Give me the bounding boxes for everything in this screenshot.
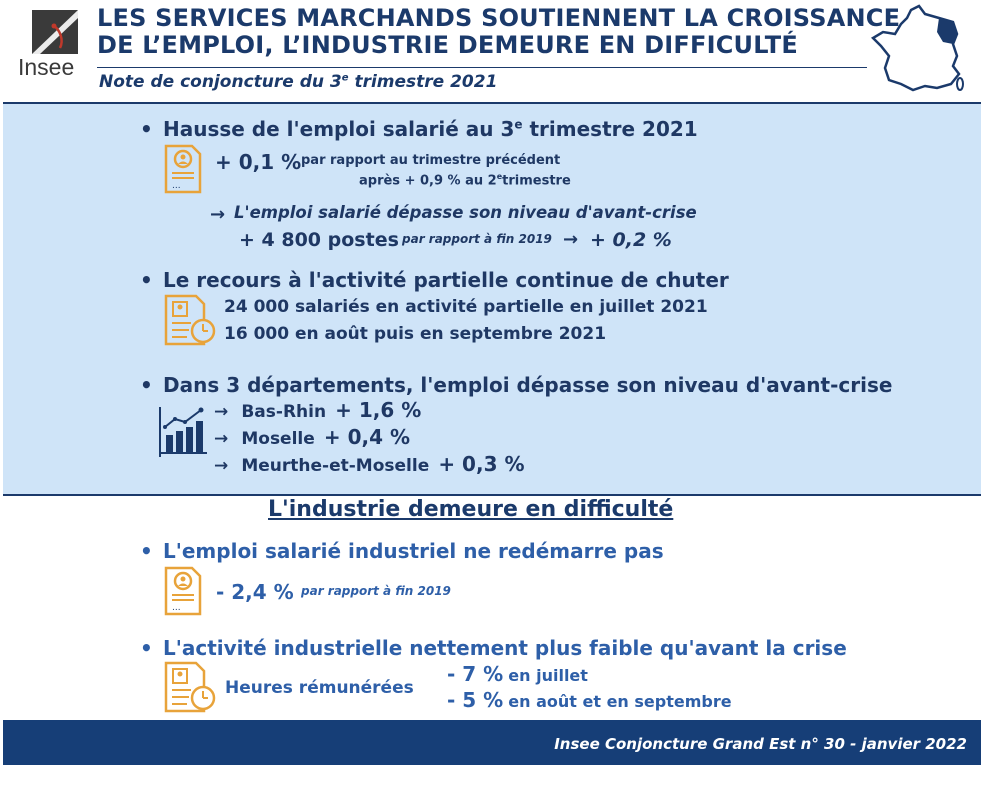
bullet-partial-activity: Le recours à l'activité partielle continue de chuter [163,268,729,292]
department-name: Bas-Rhin [241,402,327,422]
posts-note: par rapport à fin 2019 [402,232,552,246]
department-row [214,398,421,422]
title-line-2: DE L’EMPLOI, L’INDUSTRIE DEMEURE EN DIFFICULTÉ [97,31,798,59]
partial-activity-aug-sep: 16 000 en août puis en septembre 2021 [224,324,607,344]
growth-chart-icon [157,405,209,459]
department-name: Moselle [241,429,315,449]
bullet-dot: • [140,268,153,292]
arrow-icon: → [563,229,579,250]
posts-percent: + 0,2 % [590,229,672,251]
pre-crisis-text: L'emploi salarié dépasse son niveau d'avant-crise [234,203,697,222]
logo-text: Insee [18,54,75,80]
paid-hours-july: - 7 % en juillet [447,662,588,686]
department-row [214,425,410,449]
employee-file-icon [163,565,203,617]
bullet-dot: • [140,373,153,397]
subtitle: Note de conjoncture du 3e trimestre 2021 [99,72,498,92]
title-underline [97,67,867,68]
posts-count: + 4 800 postes [239,229,399,251]
paid-hours-label: Heures rémunérées [225,678,414,698]
svg-text:...: ... [172,181,181,191]
bullet-departments: Dans 3 départements, l'emploi dépasse son niveau d'avant-crise [163,373,893,397]
partial-activity-july: 24 000 salariés en activité partielle en juillet 2021 [224,297,708,317]
industry-heading: L'industrie demeure en difficulté [268,497,674,522]
employment-quarter-note: par rapport au trimestre précédent [301,153,561,168]
timesheet-icon [163,660,219,716]
department-name: Meurthe-et-Moselle [241,456,430,476]
department-value: + 0,4 % [323,425,411,449]
employment-quarter-value: + 0,1 % [215,150,302,174]
department-value: + 1,6 % [335,398,422,422]
arrow-icon: → [214,429,229,449]
employment-previous-quarter: après + 0,9 % au 2etrimestre [359,172,571,189]
footer-text: Insee Conjoncture Grand Est n° 30 - janvier 2022 [554,735,967,753]
svg-text:...: ... [172,603,181,613]
paid-hours-aug-sep: - 5 % en août et en septembre [447,688,732,712]
department-row [214,452,524,476]
bullet-dot: • [140,117,153,141]
arrow-icon: → [210,204,226,225]
insee-logo [16,6,86,80]
france-map-icon [867,4,967,96]
employee-file-icon [163,143,203,195]
bullet-dot: • [140,636,153,660]
bullet-industrial-activity: L'activité industrielle nettement plus faible qu'avant la crise [163,636,847,660]
bullet-employment-growth: Hausse de l'emploi salarié au 3e trimestre 2021 [163,117,698,141]
bullet-dot: • [140,539,153,563]
industrial-employment-value: - 2,4 % [216,580,294,604]
title-line-1: LES SERVICES MARCHANDS SOUTIENNENT LA CROISSANCE [97,4,901,32]
bullet-industrial-employment: L'emploi salarié industriel ne redémarre pas [163,539,664,563]
arrow-icon: → [214,456,229,476]
industrial-employment-note: par rapport à fin 2019 [301,584,451,598]
timesheet-icon [163,293,219,349]
department-value: + 0,3 % [438,452,525,476]
arrow-icon: → [214,402,229,422]
